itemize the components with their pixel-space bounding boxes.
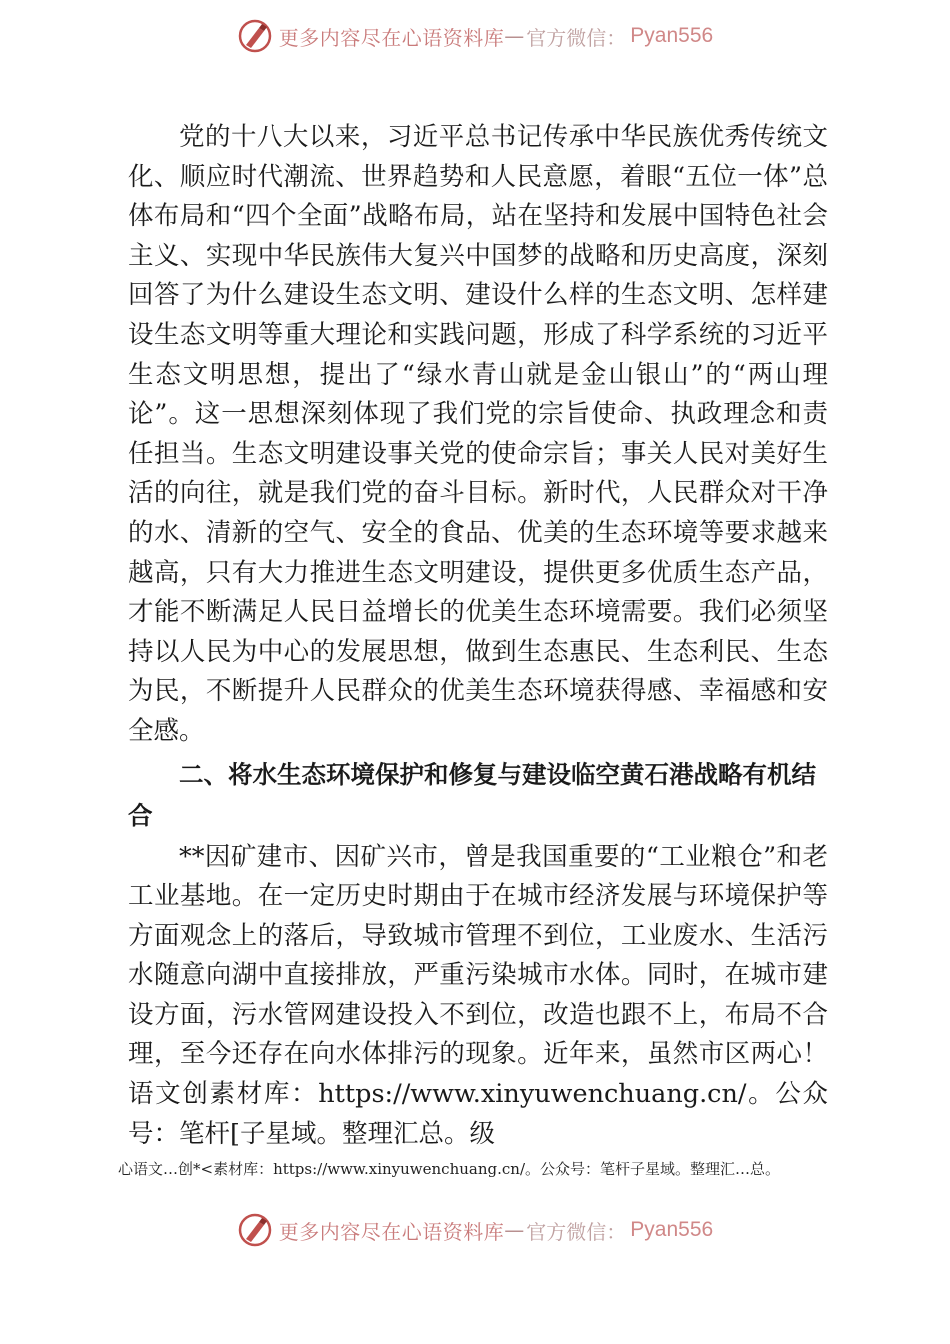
pen-nib-circle-icon	[237, 1212, 273, 1248]
section-heading-2: 二、将水生态环境保护和修复与建设临空黄石港战略有机结合	[128, 759, 816, 830]
footnote: 心语文…创*<素材库：https://www.xinyuwenchuang.cn/。公众号：笔杆子星域。整理汇…总。	[118, 1160, 780, 1178]
banner-title: 更多内容尽在心语资料库	[278, 25, 505, 50]
banner-wechat-id: Pyan556	[630, 24, 714, 47]
banner-wechat-id: Pyan556	[630, 1218, 714, 1241]
paragraph-2: **因矿建市、因矿兴市，曾是我国重要的“工业粮仓”和老工业基地。在一定历史时期由于在城市经济发展与环境保护等方面观念上的落后，导致城市管理不到位，工业废水、生活污水随意向湖中直接排放，严重污染城市水体。同时，在城市建设方面，污水管网建设投入不到位，改造也跟不上，布局不合理，至今还存在向水体排污的现象。近年来，虽然市区两心！语文创素材库：https://www.xinyuwenchuang.cn/。公众号：笔杆[子星域。整理汇总。级	[128, 841, 828, 1149]
bottom-banner	[0, 1208, 950, 1252]
pen-nib-circle-icon	[237, 18, 273, 54]
banner-title: 更多内容尽在心语资料库	[278, 1219, 505, 1244]
banner-separator: —	[504, 24, 525, 48]
banner-separator: —	[504, 1218, 525, 1242]
banner-wechat-label: 官方微信：	[526, 1219, 627, 1244]
top-banner	[0, 14, 950, 58]
paragraph-1: 党的十八大以来，习近平总书记传承中华民族优秀传统文化、顺应时代潮流、世界趋势和人民意愿，着眼“五位一体”总体布局和“四个全面”战略布局，站在坚持和发展中国特色社会主义、实现中华民族伟大复兴中国梦的战略和历史高度，深刻回答了为什么建设生态文明、建设什么样的生态文明、怎样建设生态文明等重大理论和实践问题，形成了科学系统的习近平生态文明思想，提出了“绿水青山就是金山银山”的“两山理论”。这一思想深刻体现了我们党的宗旨使命、执政理念和责任担当。生态文明建设事关党的使命宗旨；事关人民对美好生活的向往，就是我们党的奋斗目标。新时代，人民群众对干净的水、清新的空气、安全的食品、优美的生态环境等要求越来越高，只有大力推进生态文明建设，提供更多优质生态产品，才能不断满足人民日益增长的优美生态环境需要。我们必须坚持以人民为中心的发展思想，做到生态惠民、生态利民、生态为民，不断提升人民群众的优美生态环境获得感、幸福感和安全感。	[128, 122, 828, 746]
banner-wechat-label: 官方微信：	[526, 25, 627, 50]
document-body	[128, 118, 828, 1154]
